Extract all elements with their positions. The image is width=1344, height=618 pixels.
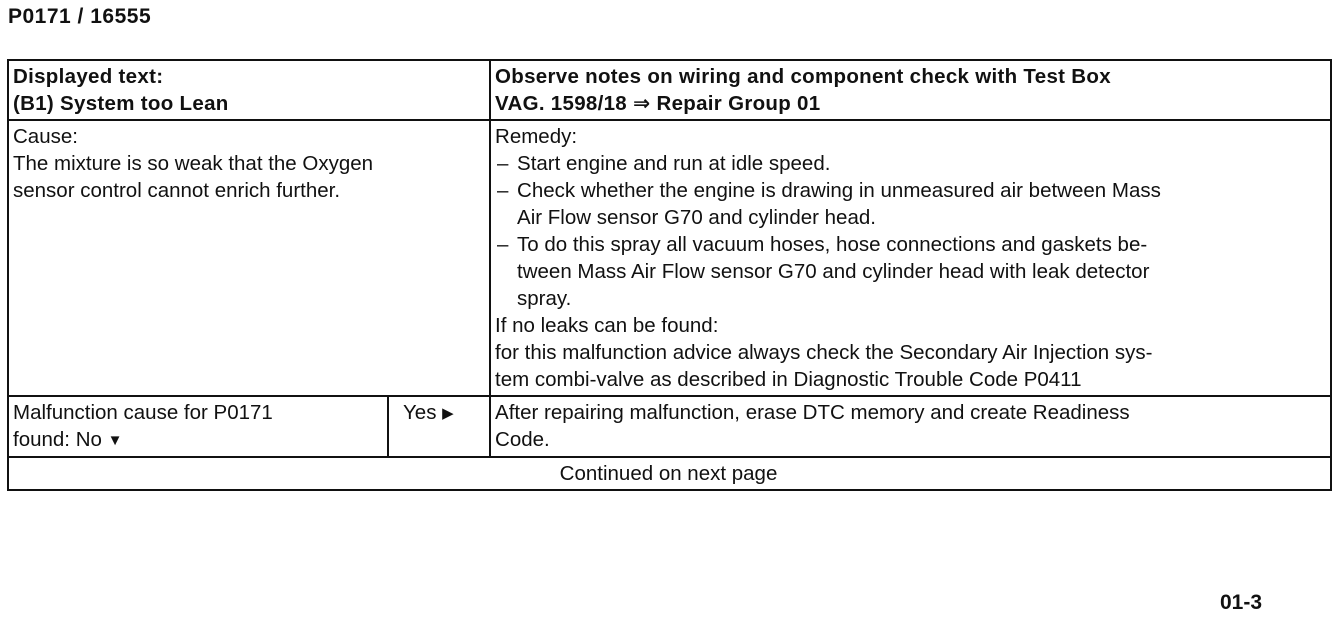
remedy-step — [495, 231, 1324, 312]
cause-cell — [8, 120, 490, 396]
action-line-1: After repairing malfunction, erase DTC memory and create Readiness — [495, 401, 1130, 424]
remedy-step — [495, 150, 1324, 177]
remedy-tail-line-2: for this malfunction advice always check the Secondary Air Injection sys- — [495, 341, 1153, 364]
displayed-text-cell — [8, 60, 490, 120]
action-line-2: Code. — [495, 428, 550, 451]
question-cell — [8, 396, 388, 457]
cause-text-line-1: The mixture is so weak that the Oxygen — [13, 152, 374, 175]
right-triangle-icon: ▶ — [442, 405, 454, 422]
cause-text-line-2: sensor control cannot enrich further. — [13, 179, 341, 202]
remedy-step-2-line-2: Air Flow sensor G70 and cylinder head. — [517, 206, 876, 229]
remedy-step-2-line-1: – Check whether the engine is drawing in unmeasured air between Mass — [517, 179, 1161, 202]
wiring-note-line-1: Observe notes on wiring and component check with Test Box — [495, 65, 1111, 88]
remedy-label: Remedy: — [495, 125, 578, 148]
remedy-tail-line-3: tem combi-valve as described in Diagnostic Trouble Code P0411 — [495, 368, 1082, 391]
displayed-text-label: Displayed text: — [13, 65, 164, 88]
cause-label: Cause: — [13, 125, 78, 148]
remedy-step-3-line-3: spray. — [517, 287, 572, 310]
wiring-note-line-2: VAG. 1598/18 ⇒ Repair Group 01 — [495, 92, 821, 115]
continued-row — [8, 457, 1331, 490]
remedy-step-3-line-1: – To do this spray all vacuum hoses, hose connections and gaskets be- — [517, 233, 1148, 256]
down-triangle-icon: ▼ — [107, 432, 123, 449]
cause-remedy-row — [8, 120, 1331, 396]
remedy-tail-line-1: If no leaks can be found: — [495, 314, 719, 337]
displayed-text-value: (B1) System too Lean — [13, 92, 229, 115]
page-number: 01-3 — [1220, 591, 1263, 614]
diagnostic-table — [7, 59, 1332, 491]
continued-cell: Continued on next page — [8, 457, 1331, 490]
wiring-note-cell — [490, 60, 1331, 120]
question-line-1: Malfunction cause for P0171 — [13, 401, 273, 424]
dtc-code-heading: P0171 / 16555 — [8, 5, 152, 28]
remedy-step-1-line-1: – Start engine and run at idle speed. — [517, 152, 831, 175]
question-line-2 — [13, 426, 381, 454]
remedy-step-3-line-2: tween Mass Air Flow sensor G70 and cylinder head with leak detector — [517, 260, 1150, 283]
action-cell — [490, 396, 1331, 457]
decision-row — [8, 396, 1331, 457]
question-no-text: found: No — [13, 428, 102, 451]
yes-label: Yes — [403, 401, 437, 424]
remedy-step — [495, 177, 1324, 231]
yes-cell — [388, 396, 490, 457]
header-row — [8, 60, 1331, 120]
remedy-cell — [490, 120, 1331, 396]
